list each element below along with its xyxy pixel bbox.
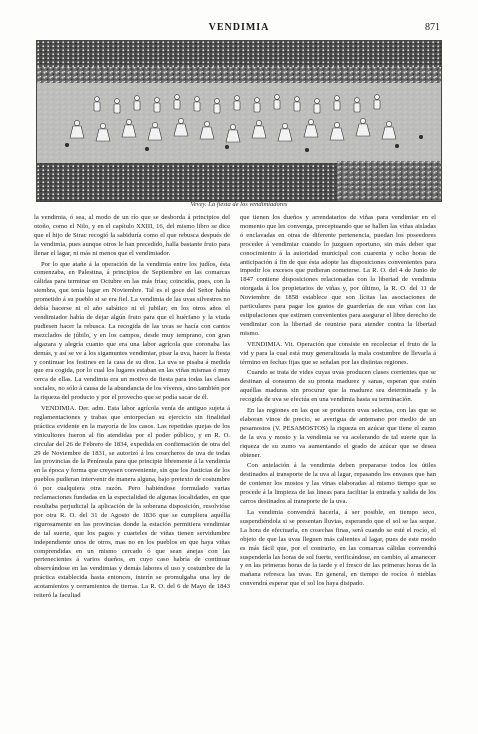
text-columns bbox=[34, 214, 444, 714]
paragraph: La vendimia convendrá hacerla, á ser posible, en tiempo seco, suspendiéndola si se presentan lluvias, esperando que el sol se las seque. La hora de efectuarla, en cosechas finas, será cuando se esté el rocío, el objeto de que las uvas lleguen más calientes al lagar, pues de este modo es más fácil que, por el contrario, en las comarcas cálidas convendrá suspenderla las horas de sol fuerte, verificándose, en cambio, al amanecer y en las primeras horas de la tarde y el fresco de las primeras horas de la mañana refresca las uvas. En general, en tiempo de rocíos ó nieblas convendrá esperar que el sol los haya disipado. bbox=[240, 509, 436, 588]
paragraph: Con antelación á la vendimia deben prepararse todos los útiles destinados al transporte de la uva al lagar, repasando los envases que han de contener los mostos y las vinas elaboradas al mismo tiempo que se procede á la limpieza de las lineas para facilitar la entrada y salida de los carros destinados al transporte de la uva. bbox=[240, 462, 436, 506]
running-head bbox=[0, 22, 478, 38]
festival-photograph bbox=[36, 40, 442, 202]
right-column bbox=[240, 214, 436, 710]
page-number: 871 bbox=[425, 22, 440, 33]
paragraph: Cuando se trata de vides cuyas uvas producen clases corrientes que se destinan al consumo de su pronta madurez y sanas, esperan que estén aquéllas maduras sin procurar que la madurez sea determinada y la recogida de uva se efectúa en una vendimia hasta su terminación. bbox=[240, 369, 436, 404]
figure-caption: Vevey. La fiesta de los vendimiadores bbox=[190, 201, 288, 208]
paragraph: la vendimia, ó sea, al modo de un río que se desborda á principios del otoño, como el Nilo, y en el capítulo XXIII, 16, del mismo libro se dice que el hijo de Sirac recogió la sabiduría como el que rebusca después de la vendimia, pues aunque otros le han precedido, halla bastante fruto para llenar el lagar, ni más ni menos que el vendimiador. bbox=[34, 214, 230, 257]
festival-photograph-illustration bbox=[37, 41, 441, 201]
left-column bbox=[34, 214, 230, 710]
paragraph: que tienen los dueños y arrendatarios de viñas para vendimiar en el momento que les convenga, preceptuando que se hallen las viñas aisladas ó enclavadas en otras de diferente pertenencia, puedan los poseedores proceder á vendimiar cuando lo juzguen oportuno, sin más deber que conocimiento á la autoridad municipal con cuarenta y ocho horas de anticipación á fin de que ésta adopte las disposiciones convenientes para impedir los excesos que pudieran cometerse. La R. O. del 4 de Junio de 1847 contiene disposiciones relacionadas con la libertad de vendimia otorgada á los propietarios de viñas y, por último, la R. O. del 11 de Noviembre de 1858 establece que son lícitas las asociaciones de particulares para pagar los gastos de guarderías de sus viñas con las estipulaciones que estimen convenientes para asegurar el libre derecho de vendimiar con la libertad de reunirse para atender contra la libertad mismo. bbox=[240, 214, 436, 337]
paragraph: VENDIMIA. Vit. Operación que consiste en recolectar el fruto de la vid y para la cual está muy generalizada la mala costumbre de llevarla á término en fechas fijas que se señalan por las distintas regiones. bbox=[240, 340, 436, 366]
paragraph: VENDIMIA. Der. adm. Esta labor agrícola venía de antiguo sujeta á reglamentaciones y trabas que entorpecían su ejercicio sin finalidad práctica evidente en la mayoría de los casos. Las repetidas quejas de los vinicultores fueron al fin atendidas por el poder público, y en R. O. circular del 26 de Febrero de 1834, expedida en confirmación de otra del 29 de Noviembre de 1831, se autorizó á los cosecheros de uva de todas las provincias de la Península para que principie libremente á la vendimia en la época y forma que creyesen conveniente, sin que los Justicias de los pueblos pudieran intervenir de manera alguna, bajo pretexto de costumbre ó por cualquiera otra razón. Pero habiéndose formulado varias reclamaciones fundadas en la especialidad de algunas localidades, en que resultaba perjudicial la aplicación de la soberana disposición, resolvióse por otra R. O. del 31 de Agosto de 1836 que se cumpliera aquélla rigurosamente en las provincias donde la estación permitiera vendimiar de tal suerte, que los pagos y cuarteles de viñas tienen servidumbre independiente unos de otros, mas no en los pueblos en que haya viñas comprendidas en un mismo cercado ó que sean anejas con las pertenecientes á varios dueños, en cuyo caso habría de continuar observándose en las vendimias y demás labores el uso y costumbre de la práctica establecida hasta entonces, interín se promulgaba una ley de acotamientos y cerramientos de tierras. La R. O. del 6 de Mayo de 1843 reiteró la facultad bbox=[34, 405, 230, 600]
paragraph: En las regiones en las que se producen uvas selectas, con las que se elaboran vinos de precio, se averigua de antemano por medio de un pesamostos (V. PESAMOSTOS) la riqueza en azúcar que tiene el zumo de la uva y mosto y la vendimia se va acelerando de tal suerte que la riqueza de su zumo va aumentando el grado de azúcar que se desea obtener. bbox=[240, 407, 436, 459]
running-title: VENDIMIA bbox=[208, 22, 270, 33]
paragraph: Por lo que atañe á la operación de la vendimia entre los judíos, ésta comenzaba, en Palestina, á principios de Septiembre en las comarcas cálidas para terminar en Octubre en las más frías; coincidía, pues, con la siembra, que tenía lugar en Noviembre. Tal es el goce del Señor había prometido á su pueblo si se era fiel. La vendimia de las uvas silvestres no debía hacerse ni el año sabático ni el jubilar; en los otros años el vendimiador había de dejar algún fruto para que el huérfano y la viuda pudiesen hacer la rebusca. La recogida de las uvas se hacía con cantos mezclados de júbilo, y en los campos, desde muy temprano, con gran algazara y alegría cuanto que era una labor agrícola que coronaba las demás, y así se ve á los sigamuntes vendimiar, pisar la uva, hacer la fiesta y continuar los festines en la casa de su dios. La uva se pisaba á medida que era cogida, por lo cual los lugares estaban en las viñas mismas ó muy cerca de ellas. La vendimia era un motivo de fiesta para todas las clases sociales, no sólo á causa de la abundancia de los víveres, sino también por la riqueza del producto y por el provecho que se podía sacar de él. bbox=[34, 260, 230, 402]
